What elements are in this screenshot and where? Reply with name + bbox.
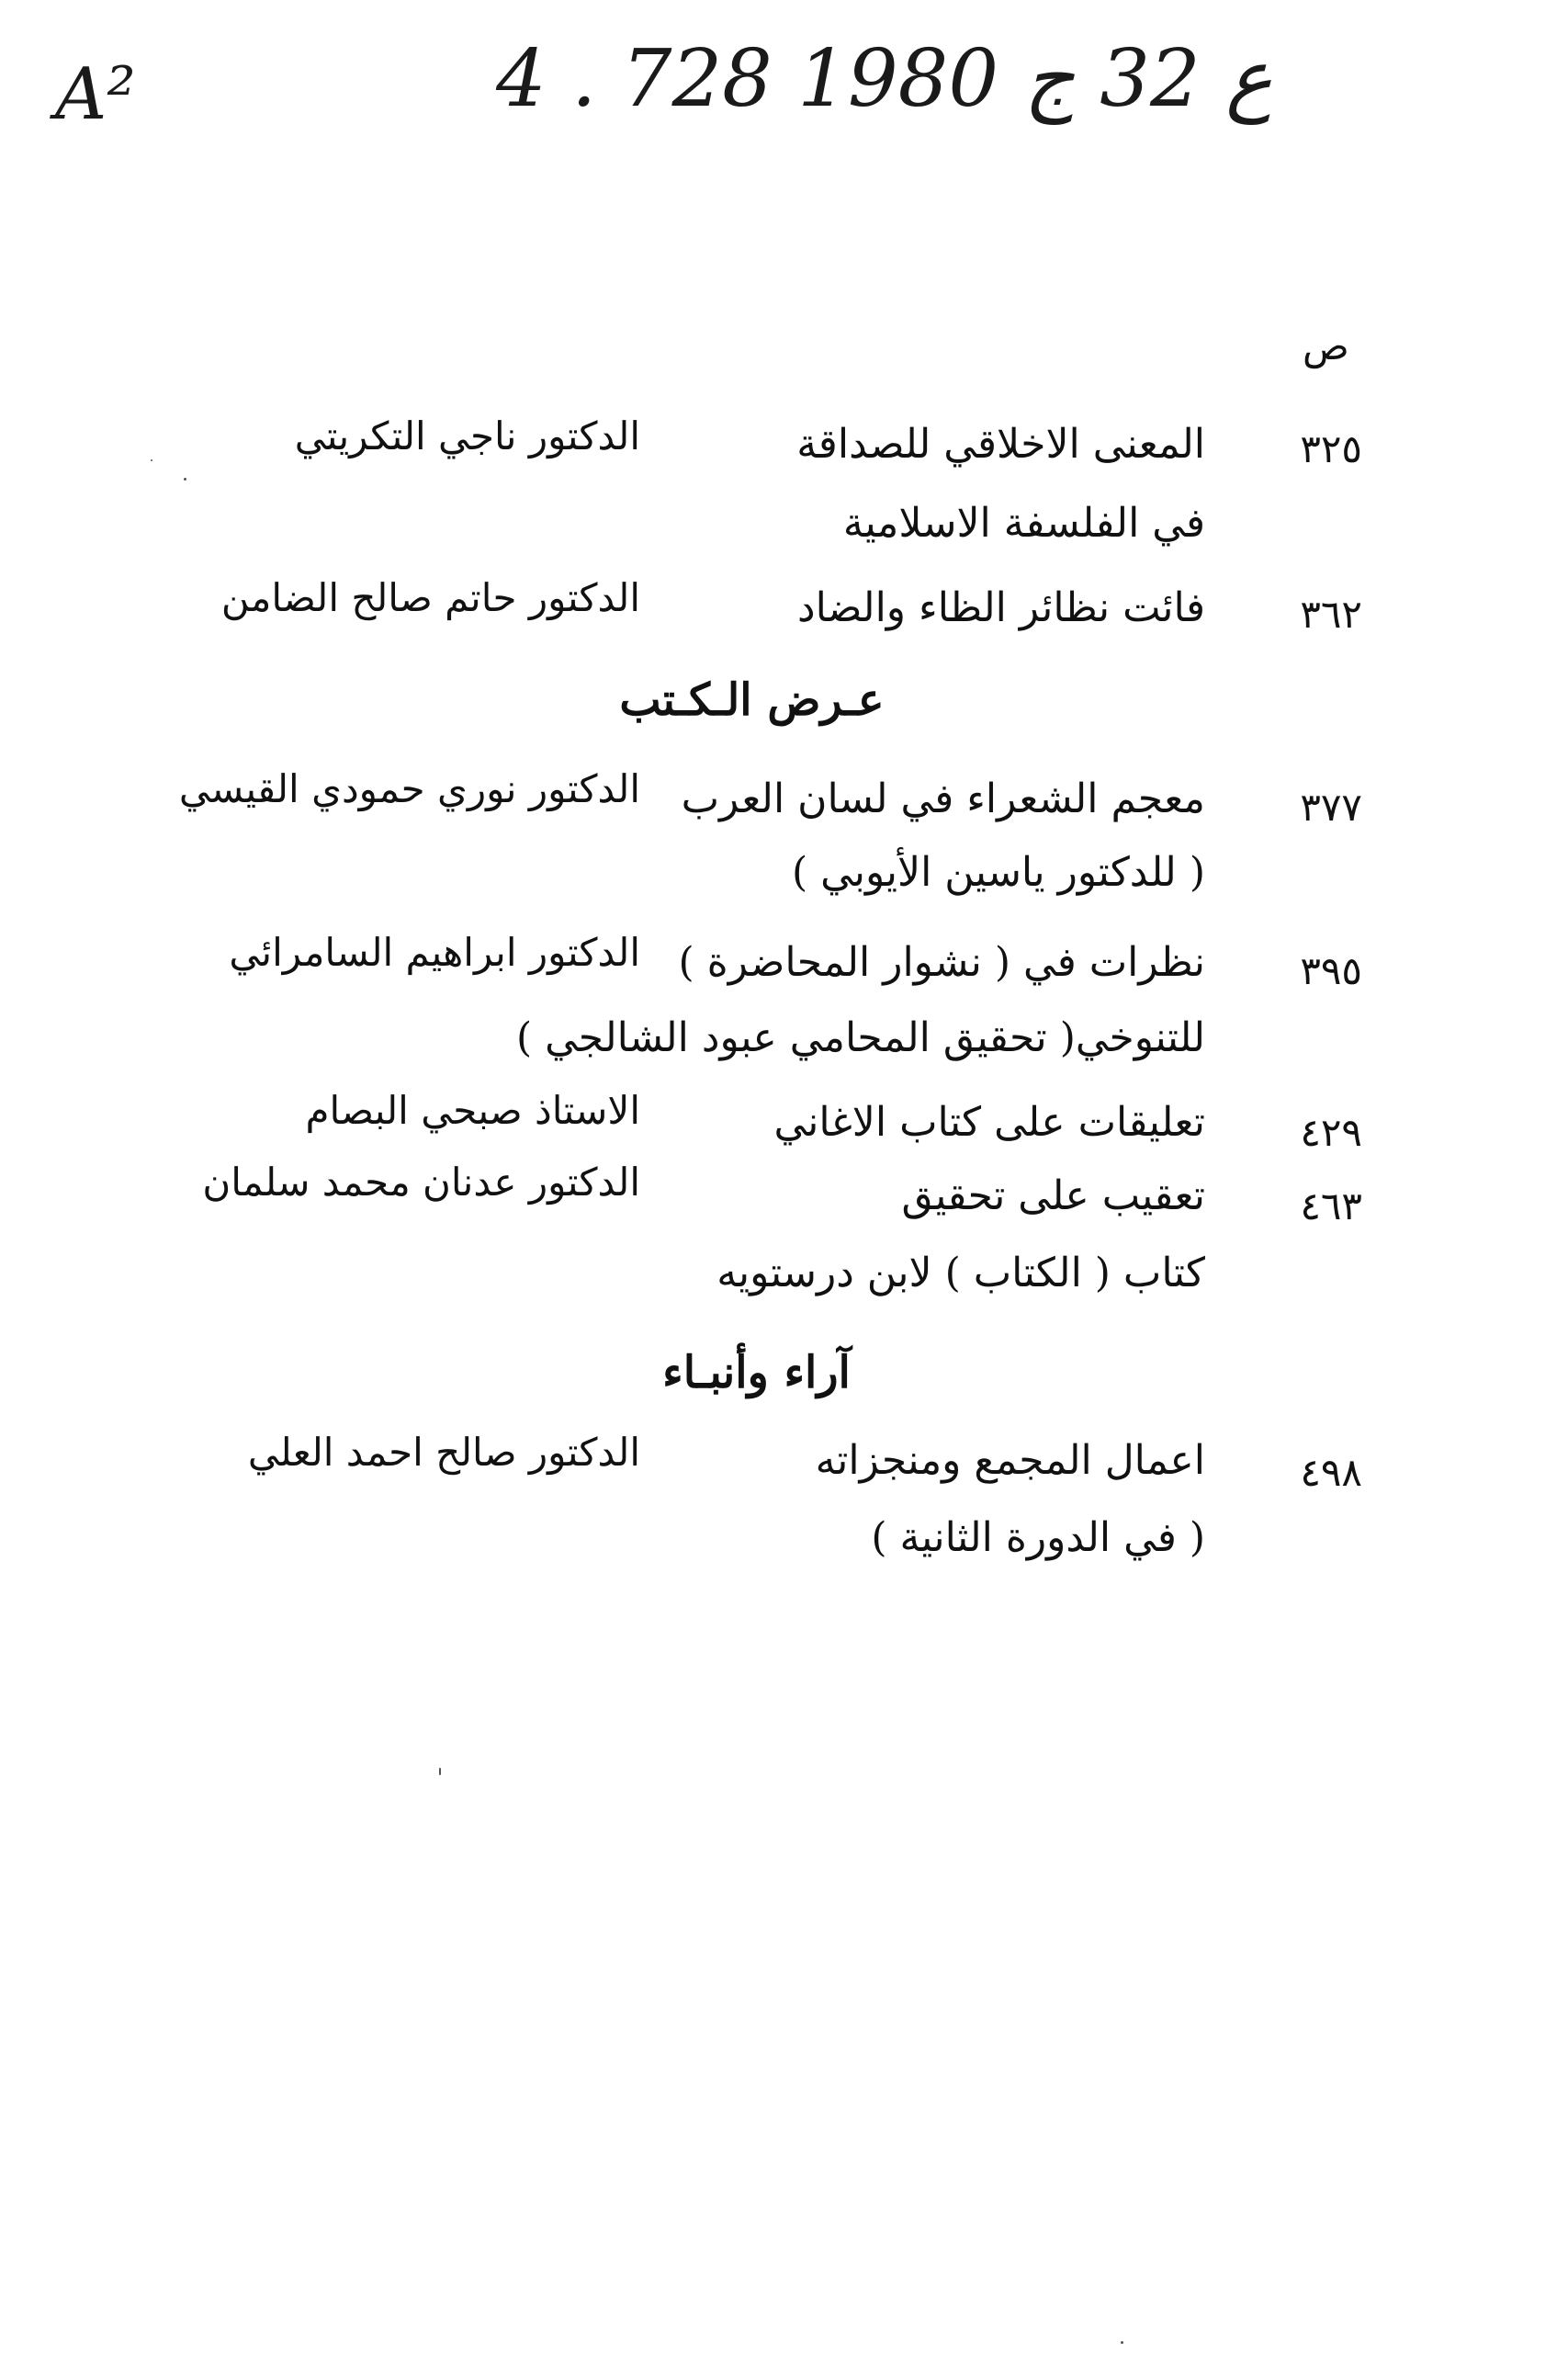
entry-title-continuation: في الفلسفة الاسلامية bbox=[842, 500, 1205, 547]
entry-page-number: ٤٩٨ bbox=[1300, 1450, 1362, 1495]
scan-speck bbox=[1121, 2341, 1123, 2344]
scan-speck bbox=[439, 1768, 441, 1775]
entry-author: الدكتور صالح احمد العلي bbox=[247, 1430, 640, 1475]
entry-title: تعليقات على كتاب الاغاني bbox=[773, 1099, 1205, 1146]
entry-author: الدكتور حاتم صالح الضامن bbox=[220, 575, 640, 620]
scan-speck bbox=[151, 459, 152, 461]
entry-title-continuation: ( في الدورة الثانية ) bbox=[871, 1514, 1205, 1561]
entry-title-continuation: للتنوخي( تحقيق المحامي عبود الشالجي ) bbox=[515, 1014, 1205, 1061]
entry-page-number: ٤٦٣ bbox=[1300, 1183, 1362, 1228]
entry-title-continuation: كتاب ( الكتاب ) لابن درستويه bbox=[716, 1250, 1205, 1296]
entry-author: الدكتور ناجي التكريتي bbox=[294, 413, 640, 458]
entry-title: تعقيب على تحقيق bbox=[901, 1172, 1205, 1219]
handwritten-code: A² bbox=[55, 53, 136, 136]
entry-title-continuation: ( للدكتور ياسين الأيوبي ) bbox=[791, 849, 1205, 896]
entry-page-number: ٣٦٢ bbox=[1300, 592, 1362, 637]
handwritten-reference: 4 . ع 32 ج 1980 728 bbox=[496, 33, 1273, 125]
entry-author: الدكتور عدنان محمد سلمان bbox=[202, 1160, 640, 1205]
entry-title: اعمال المجمع ومنجزاته bbox=[815, 1437, 1205, 1484]
entry-title: معجم الشعراء في لسان العرب bbox=[681, 775, 1205, 822]
entry-page-number: ٣٢٥ bbox=[1300, 426, 1362, 471]
scan-speck bbox=[184, 478, 186, 481]
entry-author: الدكتور نوري حمودي القيسي bbox=[178, 766, 640, 811]
section-heading-views-news: آراء وأنبـاء bbox=[662, 1347, 851, 1398]
page-column-label: ص bbox=[1303, 323, 1349, 368]
entry-title: المعنى الاخلاقي للصداقة bbox=[796, 421, 1205, 468]
entry-page-number: ٣٩٥ bbox=[1300, 948, 1362, 993]
section-heading-book-reviews: عـرض الـكـتب bbox=[619, 674, 885, 726]
entry-title: فائت نظائر الظاء والضاد bbox=[797, 584, 1205, 631]
entry-title: نظرات في ( نشوار المحاضرة ) bbox=[678, 939, 1205, 986]
entry-page-number: ٣٧٧ bbox=[1300, 785, 1362, 830]
entry-author: الاستاذ صبحي البصام bbox=[305, 1088, 640, 1133]
entry-page-number: ٤٢٩ bbox=[1300, 1110, 1362, 1155]
entry-author: الدكتور ابراهيم السامرائي bbox=[229, 930, 640, 975]
